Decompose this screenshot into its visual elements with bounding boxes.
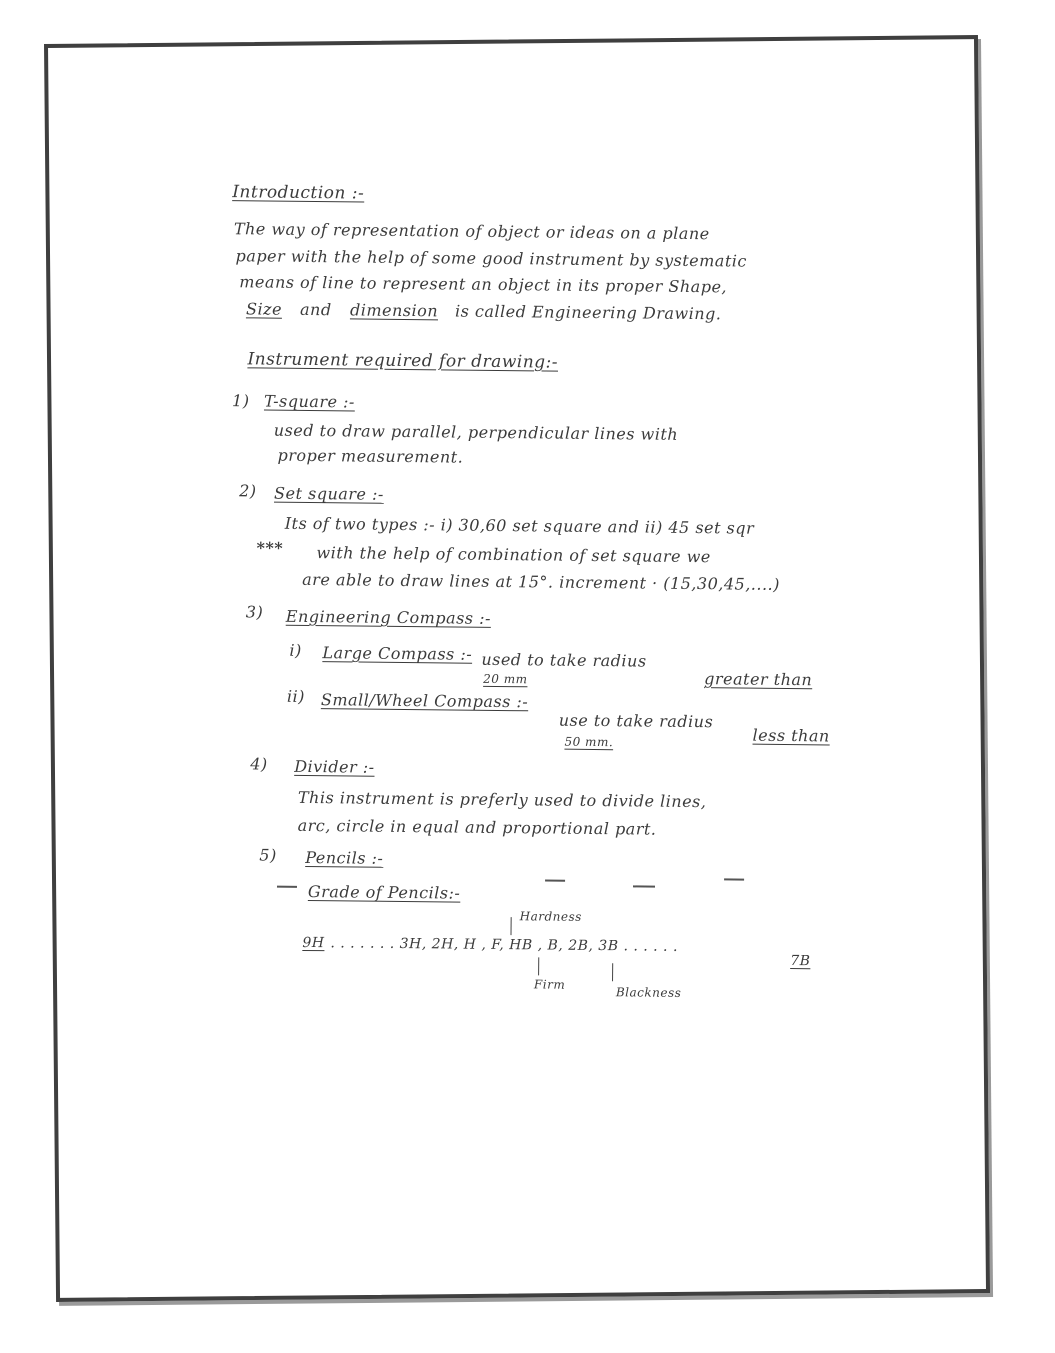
- blackness-arrow-icon: [612, 963, 613, 981]
- small-compass-title: Small/Wheel Compass :-: [320, 690, 529, 712]
- dash-mark: [633, 885, 655, 887]
- compass-title: Engineering Compass :-: [285, 606, 492, 628]
- set-square-line-1: Its of two types :- i) 30,60 set square and ii) 45 set sqr: [284, 513, 755, 538]
- dash-mark: [545, 879, 565, 881]
- divider-line-1: This instrument is preferly used to divide lines,: [297, 787, 707, 812]
- item-number-3: 3): [245, 602, 264, 622]
- item-number-1: 1): [231, 391, 250, 411]
- instruments-heading: Instrument required for drawing:-: [247, 349, 559, 373]
- large-compass-text: used to take radius: [481, 649, 647, 671]
- dash-mark: [277, 886, 297, 888]
- grade-7b: 7B: [790, 953, 811, 970]
- intro-and: and: [299, 299, 332, 320]
- t-square-title: T-square :-: [263, 391, 355, 412]
- intro-size: Size: [245, 299, 283, 319]
- intro-line-1: The way of representation of object or ideas on a plane: [233, 219, 710, 244]
- intro-rest: is called Engineering Drawing.: [454, 301, 722, 324]
- large-compass-title: Large Compass :-: [322, 643, 473, 664]
- item-number-2: 2): [239, 481, 257, 501]
- divider-line-2: arc, circle in equal and proportional part.: [297, 815, 657, 839]
- t-square-line-2: proper measurement.: [277, 445, 464, 467]
- intro-dimension: dimension: [349, 300, 439, 321]
- hardness-arrow-icon: [510, 917, 511, 935]
- item-number-5: 5): [259, 845, 277, 865]
- dash-mark: [724, 878, 744, 880]
- blackness-label: Blackness: [615, 985, 682, 1000]
- grade-scale: . . . . . . . 3H, 2H, H , F, HB , B, 2B, 3B . . . . . .: [330, 935, 679, 955]
- set-square-title: Set square :-: [274, 483, 384, 504]
- set-square-stars: ***: [256, 538, 284, 558]
- small-compass-less: less than: [752, 725, 830, 746]
- item-number-4: 4): [250, 754, 268, 774]
- small-compass-text: use to take radius: [558, 710, 714, 732]
- heading-introduction: Introduction :-: [232, 182, 365, 204]
- large-compass-greater: greater than: [704, 669, 813, 690]
- small-compass-number: ii): [286, 686, 306, 706]
- intro-line-2: paper with the help of some good instrument by systematic: [235, 246, 748, 271]
- set-square-line-3: are able to draw lines at 15°. increment · (15,30,45,....): [302, 569, 781, 594]
- set-square-line-2: with the help of combination of set square we: [316, 543, 711, 567]
- firm-label: Firm: [533, 977, 566, 992]
- firm-arrow-icon: [538, 957, 539, 975]
- small-compass-value: 50 mm.: [564, 734, 614, 750]
- hardness-label: Hardness: [519, 909, 582, 924]
- grade-of-pencils-title: Grade of Pencils:-: [307, 882, 461, 903]
- large-compass-value: 20 mm: [483, 671, 528, 687]
- large-compass-number: i): [289, 640, 302, 660]
- t-square-line-1: used to draw parallel, perpendicular lines with: [273, 420, 679, 444]
- grade-9h: 9H: [302, 934, 325, 952]
- intro-line-3: means of line to represent an object in its proper Shape,: [239, 272, 728, 297]
- pencils-title: Pencils :-: [305, 847, 384, 868]
- divider-title: Divider :-: [294, 756, 375, 777]
